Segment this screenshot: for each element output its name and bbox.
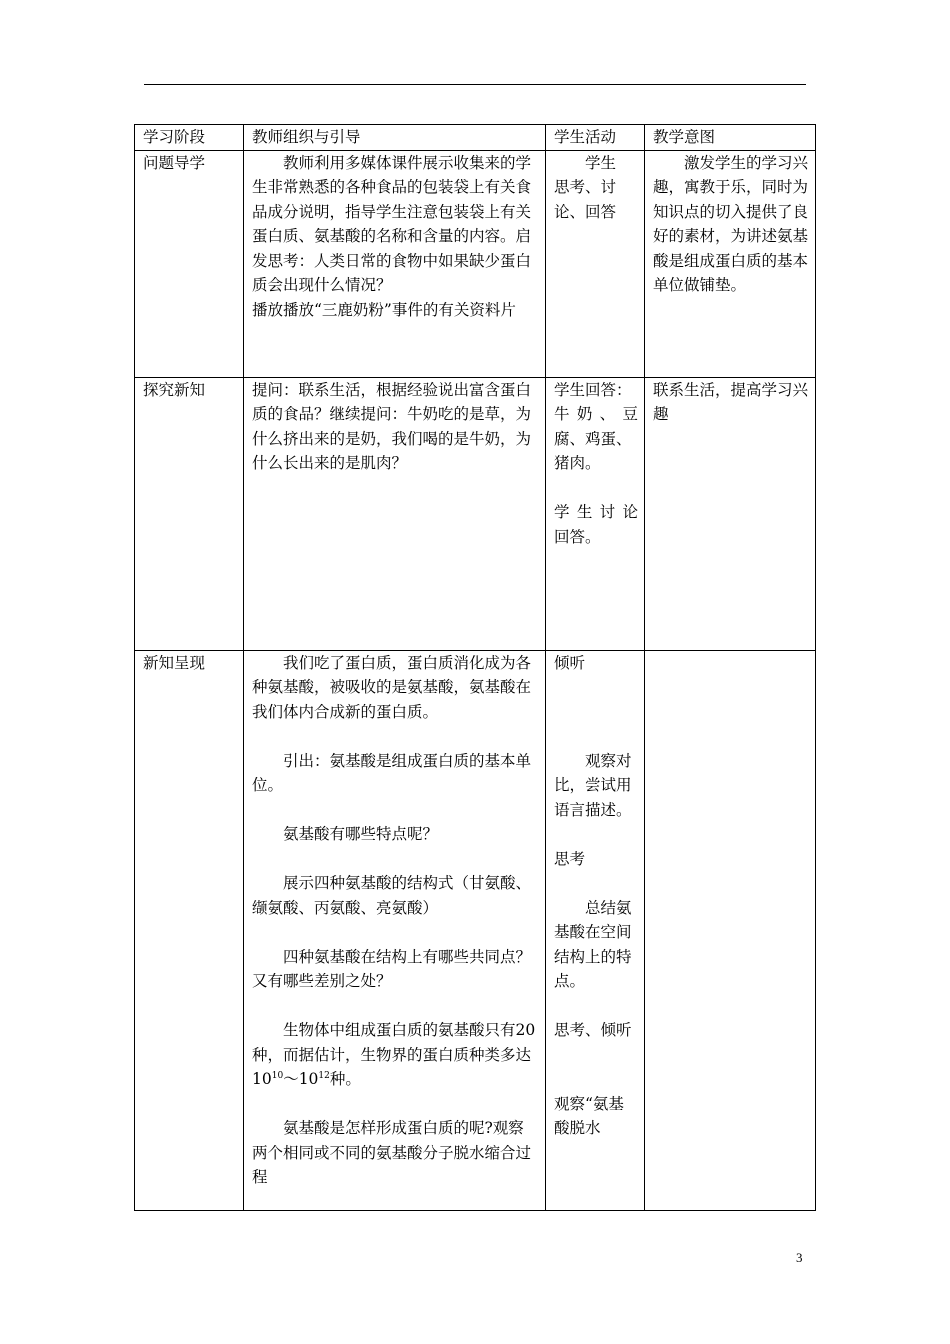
intent-text: 激发学生的学习兴趣，寓教于乐，同时为知识点的切入提供了良好的素材，为讲述氨基酸是组成蛋白质的基本单位做铺垫。	[653, 153, 809, 294]
teacher-text: 播放播放“三鹿奶粉”事件的有关资料片	[252, 300, 516, 319]
header-cell-stage: 学习阶段	[135, 125, 244, 151]
student-text: 学生讨论	[554, 503, 638, 521]
teacher-cell	[244, 377, 546, 650]
teacher-text-part: ～10	[283, 1070, 319, 1088]
student-text: 总结氨基酸在空间结构上的特点。	[554, 898, 632, 990]
table-header-row	[135, 125, 816, 151]
student-text: 观察“氨基酸脱水	[554, 1094, 624, 1137]
table-row	[135, 150, 816, 377]
superscript: 10	[271, 1071, 284, 1081]
student-text: 思考、讨论、回答	[554, 178, 617, 221]
page-number: 3	[796, 1250, 803, 1265]
student-text: 观察对比，尝试用语言描述。	[554, 751, 632, 819]
stage-cell: 新知呈现	[135, 650, 244, 1210]
student-text: 思考、倾听	[554, 1021, 632, 1039]
teacher-text: 提问：联系生活，根据经验说出富含蛋白质的食品？继续提问：牛奶吃的是草，为什么挤出来的是奶，我们喝的是牛奶，为什么长出来的是肌肉？	[252, 380, 532, 472]
header-cell-intent: 教学意图	[645, 125, 816, 151]
intent-text: 联系生活，提高学习兴趣	[653, 380, 809, 423]
stage-cell: 问题导学	[135, 150, 244, 377]
teacher-text: 我们吃了蛋白质，蛋白质消化成为各种氨基酸，被吸收的是氨基酸，氨基酸在我们体内合成新的蛋白质。	[252, 653, 532, 721]
header-rule	[144, 84, 806, 85]
student-text: 回答。	[554, 527, 601, 546]
intent-cell	[645, 150, 816, 377]
teacher-cell	[244, 650, 546, 1210]
teacher-cell	[244, 150, 546, 377]
intent-cell	[645, 377, 816, 650]
teacher-text-part: 种。	[329, 1070, 361, 1088]
teacher-text: 教师利用多媒体课件展示收集来的学生非常熟悉的各种食品的包装袋上有关食品成分说明，指导学生注意包装袋上有关蛋白质、氨基酸的名称和含量的内容。启发思考：人类日常的食物中如果缺少蛋白质会出现什么情况？	[252, 153, 532, 294]
teacher-text	[252, 1018, 539, 1092]
student-text: 倾听	[554, 653, 586, 672]
teacher-text: 氨基酸是怎样形成蛋白质的呢?观察两个相同或不同的氨基酸分子脱水缩合过程	[252, 1119, 532, 1186]
teacher-text: 氨基酸有哪些特点呢？	[283, 825, 439, 843]
student-text: 牛奶、豆	[554, 405, 638, 423]
student-text: 思考	[554, 849, 586, 868]
student-cell	[546, 377, 645, 650]
teacher-text: 展示四种氨基酸的结构式（甘氨酸、缬氨酸、丙氨酸、亮氨酸）	[252, 874, 532, 917]
header-cell-student: 学生活动	[546, 125, 645, 151]
lesson-plan-table	[134, 124, 816, 1211]
student-cell	[546, 150, 645, 377]
student-text: 腐、鸡蛋、猪肉。	[554, 429, 632, 472]
superscript: 12	[318, 1071, 330, 1081]
teacher-text-part: 生物体中组成蛋白质的氨基酸只有20种，而据估计，生物界的蛋白质种类多达10	[252, 1021, 536, 1088]
teacher-text: 引出：氨基酸是组成蛋白质的基本单位。	[252, 751, 532, 794]
intent-cell	[645, 650, 816, 1210]
teacher-text: 四种氨基酸在结构上有哪些共同点？又有哪些差别之处？	[252, 947, 532, 990]
table-row	[135, 377, 816, 650]
header-cell-teacher: 教师组织与引导	[244, 125, 546, 151]
student-text: 学生回答：	[554, 380, 632, 399]
stage-cell: 探究新知	[135, 377, 244, 650]
student-cell	[546, 650, 645, 1210]
table-row	[135, 650, 816, 1210]
student-text: 学生	[585, 153, 617, 172]
